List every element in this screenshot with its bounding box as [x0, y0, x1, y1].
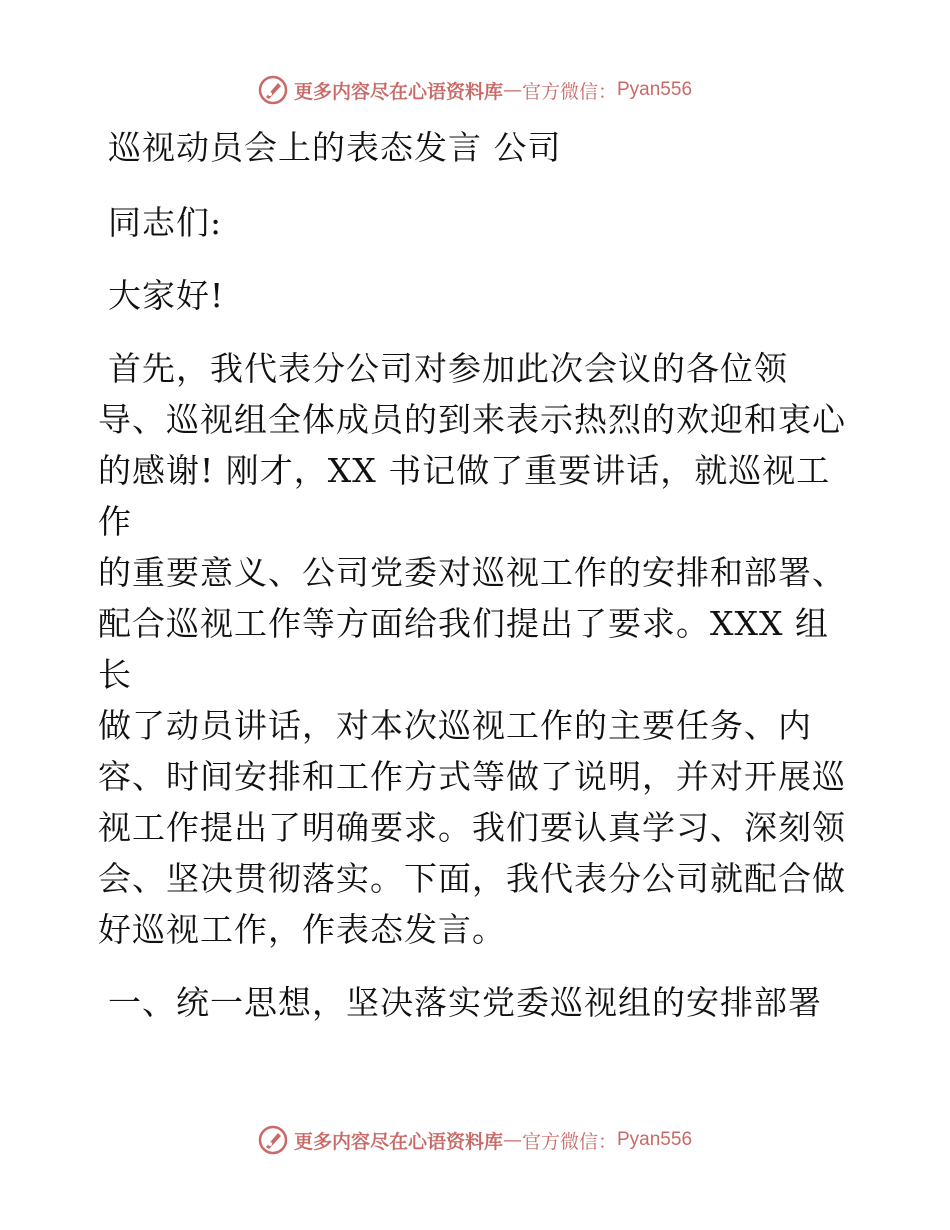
watermark-text: 更多内容尽在心语资料库	[293, 80, 503, 103]
watermark-label: 官方微信：	[521, 80, 617, 103]
paragraph-line: 配合巡视工作等方面给我们提出了要求。XXX 组长	[98, 604, 829, 694]
paragraph-line: 会、坚决贯彻落实。下面，我代表分公司就配合做	[98, 859, 846, 898]
paragraph-line: 的感谢! 刚才，XX 书记做了重要讲话，就巡视工作	[98, 451, 831, 541]
footer-watermark	[0, 1120, 950, 1160]
paragraph-line: 视工作提出了明确要求。我们要认真学习、深刻领	[98, 808, 846, 847]
pen-nib-logo-icon	[258, 75, 288, 105]
paragraph-line: 做了动员讲话，对本次巡视工作的主要任务、内	[98, 706, 812, 745]
paragraph-line: 导、巡视组全体成员的到来表示热烈的欢迎和衷心	[98, 400, 846, 439]
watermark-text: 更多内容尽在心语资料库	[293, 1130, 503, 1153]
paragraph-line: 容、时间安排和工作方式等做了说明，并对开展巡	[98, 757, 846, 796]
watermark-id: Pyan556	[617, 79, 693, 100]
document-title: 巡视动员会上的表态发言 公司	[108, 128, 562, 167]
section-heading: 一、统一思想，坚决落实党委巡视组的安排部署	[108, 983, 822, 1022]
watermark-id: Pyan556	[617, 1129, 693, 1150]
opening-paragraph	[98, 343, 858, 955]
pen-nib-logo-icon	[258, 1125, 288, 1155]
watermark-dash: —	[502, 1129, 522, 1151]
paragraph-line: 的重要意义、公司党委对巡视工作的安排和部署、	[98, 553, 846, 592]
paragraph-line: 首先，我代表分公司对参加此次会议的各位领	[108, 349, 788, 388]
header-watermark	[0, 70, 950, 110]
document-body	[98, 122, 858, 1028]
hello-line: 大家好!	[108, 276, 225, 315]
watermark-label: 官方微信：	[521, 1130, 617, 1153]
watermark-dash: —	[502, 79, 522, 101]
greeting: 同志们:	[108, 203, 223, 242]
paragraph-line: 好巡视工作，作表态发言。	[98, 910, 506, 949]
